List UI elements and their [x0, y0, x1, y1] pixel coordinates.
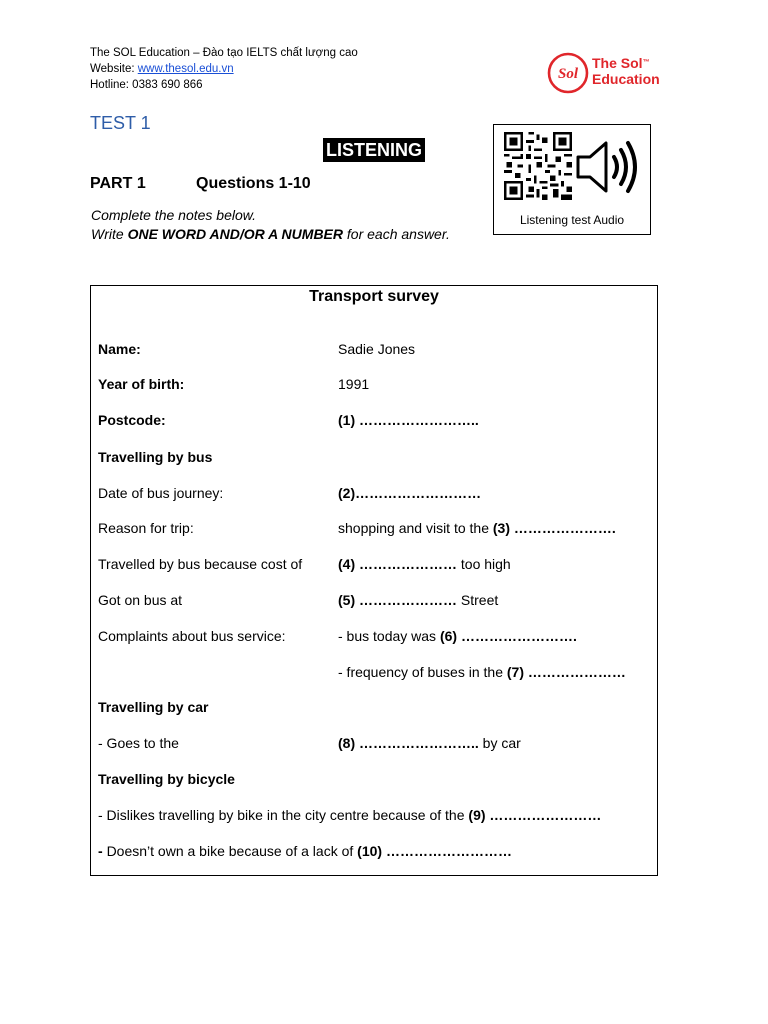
- goes-label: - Goes to the: [98, 735, 179, 751]
- instruction-emphasis: ONE WORD AND/OR A NUMBER: [127, 226, 343, 242]
- sol-logo: [546, 50, 676, 96]
- part-label: PART 1: [90, 175, 146, 192]
- transport-survey-box: [90, 285, 658, 876]
- questions-label: Questions 1-10: [196, 175, 311, 192]
- qr-caption: Listening test Audio: [519, 213, 625, 227]
- bus-heading: Travelling by bus: [98, 449, 213, 465]
- goton-suffix: Street: [457, 592, 499, 608]
- owns-row: [98, 843, 512, 859]
- complaint-2-row: [338, 664, 626, 680]
- answer-blank-7[interactable]: (7) …………………: [506, 664, 626, 680]
- qr-code-icon: [504, 132, 572, 200]
- reason-label: Reason for trip:: [98, 520, 194, 536]
- answer-blank-4[interactable]: (4) …………………: [338, 556, 457, 572]
- dislikes-text: - Dislikes travelling by bike in the city centre because of the: [98, 807, 469, 823]
- logo-tm: ™: [642, 59, 650, 66]
- header-line-1: The SOL Education – Đào tạo IELTS chất lượng cao: [90, 47, 358, 59]
- logo-name-line1: The Sol: [592, 55, 643, 71]
- cost-label: Travelled by bus because cost of: [98, 556, 303, 572]
- answer-blank-10[interactable]: (10) ………………………: [357, 843, 512, 859]
- year-value: 1991: [338, 376, 370, 392]
- instruction-prefix: Write: [91, 226, 128, 242]
- website-prefix: Website:: [90, 63, 138, 75]
- logo-name-line2: Education: [592, 71, 660, 87]
- test-title: TEST 1: [90, 113, 151, 133]
- dislikes-row: [98, 807, 601, 823]
- speaker-icon: [574, 135, 640, 199]
- answer-blank-1[interactable]: (1) ……………………..: [338, 412, 479, 428]
- bicycle-heading: Travelling by bicycle: [98, 771, 235, 787]
- complaint-2-text: - frequency of buses in the: [338, 664, 507, 680]
- owns-text: Doesn’t own a bike because of a lack of: [106, 843, 358, 859]
- logo-mark: Sol: [557, 66, 579, 82]
- complaints-label: Complaints about bus service:: [98, 628, 286, 644]
- header-hotline: Hotline: 0383 690 866: [90, 79, 203, 91]
- goes-suffix: by car: [478, 735, 521, 751]
- website-link[interactable]: www.thesol.edu.vn: [137, 63, 234, 75]
- survey-title: Transport survey: [309, 288, 439, 305]
- reason-text: shopping and visit to the: [338, 520, 493, 536]
- goes-row: [338, 735, 521, 751]
- answer-blank-8[interactable]: (8) ……………………..: [338, 735, 479, 751]
- answer-blank-3[interactable]: (3) ………………….: [492, 520, 616, 536]
- cost-row: [338, 556, 511, 572]
- name-label: Name:: [98, 341, 141, 357]
- answer-blank-5[interactable]: (5) …………………: [338, 592, 457, 608]
- goton-label: Got on bus at: [98, 592, 183, 608]
- instruction-suffix: for each answer.: [343, 226, 450, 242]
- complaint-1-row: [338, 628, 577, 644]
- answer-blank-2[interactable]: (2)………………………: [338, 485, 482, 501]
- cost-suffix: too high: [457, 556, 511, 572]
- date-label: Date of bus journey:: [98, 485, 224, 501]
- header-website: [90, 62, 234, 77]
- name-value: Sadie Jones: [338, 341, 416, 357]
- sol-logo-icon: [546, 51, 590, 95]
- goton-row: [338, 592, 498, 608]
- complaint-1-text: - bus today was: [338, 628, 440, 644]
- car-heading: Travelling by car: [98, 699, 209, 715]
- answer-blank-9[interactable]: (9) ……………………: [468, 807, 602, 823]
- audio-qr-box[interactable]: [493, 124, 651, 235]
- year-label: Year of birth:: [98, 376, 185, 392]
- instruction-line-2: [91, 226, 450, 242]
- instruction-line-1: Complete the notes below.: [91, 207, 256, 223]
- answer-blank-6[interactable]: (6) …………………….: [439, 628, 577, 644]
- logo-name: [592, 55, 660, 87]
- section-title: LISTENING: [323, 138, 425, 162]
- postcode-label: Postcode:: [98, 412, 166, 428]
- owns-dash: -: [98, 843, 107, 859]
- reason-row: [338, 520, 616, 536]
